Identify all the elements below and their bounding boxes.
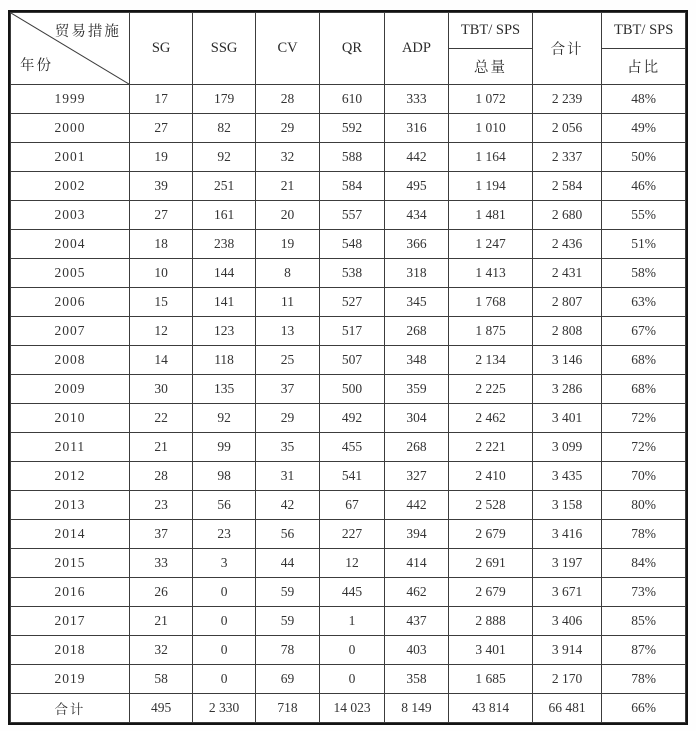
value-cell: 56 (193, 491, 255, 520)
value-cell: 2 436 (532, 230, 602, 259)
column-header-adp: ADP (384, 13, 448, 85)
column-header-tbt-sps-total: TBT/ SPS (449, 13, 533, 49)
year-cell: 2006 (11, 288, 130, 317)
year-cell: 2002 (11, 172, 130, 201)
value-cell: 0 (320, 636, 384, 665)
column-header-heji: 合计 (532, 13, 602, 85)
value-cell: 32 (255, 143, 319, 172)
year-cell: 2004 (11, 230, 130, 259)
value-cell: 80% (602, 491, 686, 520)
value-cell: 548 (320, 230, 384, 259)
value-cell: 414 (384, 549, 448, 578)
table-row (11, 375, 686, 404)
value-cell: 2 584 (532, 172, 602, 201)
value-cell: 19 (129, 143, 192, 172)
value-cell: 268 (384, 433, 448, 462)
total-value-cell: 14 023 (320, 694, 384, 723)
value-cell: 507 (320, 346, 384, 375)
table-header (11, 13, 686, 85)
value-cell: 44 (255, 549, 319, 578)
value-cell: 11 (255, 288, 319, 317)
value-cell: 12 (129, 317, 192, 346)
value-cell: 39 (129, 172, 192, 201)
value-cell: 445 (320, 578, 384, 607)
value-cell: 2 888 (449, 607, 533, 636)
subheader-total-amount: 总量 (449, 49, 533, 85)
value-cell: 72% (602, 433, 686, 462)
table-row (11, 520, 686, 549)
year-cell: 2003 (11, 201, 130, 230)
value-cell: 1 072 (449, 85, 533, 114)
total-value-cell: 43 814 (449, 694, 533, 723)
value-cell: 238 (193, 230, 255, 259)
value-cell: 442 (384, 491, 448, 520)
year-cell: 2018 (11, 636, 130, 665)
table-row (11, 143, 686, 172)
value-cell: 3 416 (532, 520, 602, 549)
value-cell: 584 (320, 172, 384, 201)
value-cell: 2 691 (449, 549, 533, 578)
value-cell: 67 (320, 491, 384, 520)
table-row (11, 636, 686, 665)
value-cell: 3 914 (532, 636, 602, 665)
year-cell: 2008 (11, 346, 130, 375)
year-cell: 2007 (11, 317, 130, 346)
value-cell: 2 221 (449, 433, 533, 462)
value-cell: 58 (129, 665, 192, 694)
value-cell: 304 (384, 404, 448, 433)
value-cell: 73% (602, 578, 686, 607)
value-cell: 517 (320, 317, 384, 346)
corner-label-year: 年份 (20, 58, 53, 74)
total-value-cell: 8 149 (384, 694, 448, 723)
value-cell: 27 (129, 201, 192, 230)
year-cell: 2017 (11, 607, 130, 636)
value-cell: 141 (193, 288, 255, 317)
table-row (11, 433, 686, 462)
value-cell: 557 (320, 201, 384, 230)
value-cell: 13 (255, 317, 319, 346)
value-cell: 610 (320, 85, 384, 114)
value-cell: 10 (129, 259, 192, 288)
value-cell: 19 (255, 230, 319, 259)
value-cell: 500 (320, 375, 384, 404)
value-cell: 18 (129, 230, 192, 259)
value-cell: 78% (602, 665, 686, 694)
value-cell: 50% (602, 143, 686, 172)
column-header-sg: SG (129, 13, 192, 85)
value-cell: 161 (193, 201, 255, 230)
value-cell: 68% (602, 375, 686, 404)
value-cell: 327 (384, 462, 448, 491)
value-cell: 1 194 (449, 172, 533, 201)
value-cell: 25 (255, 346, 319, 375)
value-cell: 3 099 (532, 433, 602, 462)
value-cell: 21 (129, 433, 192, 462)
value-cell: 1 164 (449, 143, 533, 172)
value-cell: 2 808 (532, 317, 602, 346)
value-cell: 3 401 (449, 636, 533, 665)
value-cell: 3 435 (532, 462, 602, 491)
trade-measures-table-container (8, 10, 688, 725)
value-cell: 333 (384, 85, 448, 114)
year-cell: 2010 (11, 404, 130, 433)
year-cell: 2005 (11, 259, 130, 288)
value-cell: 3 286 (532, 375, 602, 404)
value-cell: 348 (384, 346, 448, 375)
value-cell: 2 462 (449, 404, 533, 433)
year-cell: 2009 (11, 375, 130, 404)
value-cell: 2 528 (449, 491, 533, 520)
value-cell: 2 134 (449, 346, 533, 375)
value-cell: 3 158 (532, 491, 602, 520)
total-row (11, 694, 686, 723)
year-cell: 1999 (11, 85, 130, 114)
value-cell: 0 (193, 607, 255, 636)
table-row (11, 491, 686, 520)
value-cell: 68% (602, 346, 686, 375)
value-cell: 227 (320, 520, 384, 549)
value-cell: 28 (129, 462, 192, 491)
value-cell: 527 (320, 288, 384, 317)
table-row (11, 172, 686, 201)
value-cell: 1 481 (449, 201, 533, 230)
value-cell: 118 (193, 346, 255, 375)
value-cell: 14 (129, 346, 192, 375)
column-header-ssg: SSG (193, 13, 255, 85)
table-row (11, 201, 686, 230)
value-cell: 23 (129, 491, 192, 520)
value-cell: 12 (320, 549, 384, 578)
total-value-cell: 66 481 (532, 694, 602, 723)
value-cell: 3 406 (532, 607, 602, 636)
value-cell: 59 (255, 578, 319, 607)
value-cell: 251 (193, 172, 255, 201)
value-cell: 48% (602, 85, 686, 114)
table-row (11, 230, 686, 259)
column-header-tbt-sps-share: TBT/ SPS (602, 13, 686, 49)
table-body (11, 85, 686, 723)
value-cell: 588 (320, 143, 384, 172)
value-cell: 318 (384, 259, 448, 288)
value-cell: 58% (602, 259, 686, 288)
year-cell: 2012 (11, 462, 130, 491)
value-cell: 394 (384, 520, 448, 549)
value-cell: 46% (602, 172, 686, 201)
value-cell: 144 (193, 259, 255, 288)
year-cell: 2015 (11, 549, 130, 578)
value-cell: 27 (129, 114, 192, 143)
value-cell: 2 679 (449, 520, 533, 549)
value-cell: 2 239 (532, 85, 602, 114)
value-cell: 35 (255, 433, 319, 462)
table-row (11, 607, 686, 636)
value-cell: 82 (193, 114, 255, 143)
table-row (11, 462, 686, 491)
column-header-cv: CV (255, 13, 319, 85)
value-cell: 84% (602, 549, 686, 578)
value-cell: 495 (384, 172, 448, 201)
value-cell: 2 056 (532, 114, 602, 143)
value-cell: 32 (129, 636, 192, 665)
value-cell: 92 (193, 143, 255, 172)
value-cell: 358 (384, 665, 448, 694)
value-cell: 1 (320, 607, 384, 636)
total-value-cell: 718 (255, 694, 319, 723)
table-row (11, 114, 686, 143)
total-row-label: 合计 (11, 694, 130, 723)
value-cell: 31 (255, 462, 319, 491)
total-value-cell: 495 (129, 694, 192, 723)
value-cell: 23 (193, 520, 255, 549)
value-cell: 49% (602, 114, 686, 143)
value-cell: 1 010 (449, 114, 533, 143)
value-cell: 87% (602, 636, 686, 665)
value-cell: 2 225 (449, 375, 533, 404)
value-cell: 21 (129, 607, 192, 636)
value-cell: 135 (193, 375, 255, 404)
value-cell: 0 (193, 665, 255, 694)
value-cell: 67% (602, 317, 686, 346)
year-cell: 2000 (11, 114, 130, 143)
value-cell: 492 (320, 404, 384, 433)
value-cell: 37 (255, 375, 319, 404)
value-cell: 3 146 (532, 346, 602, 375)
value-cell: 20 (255, 201, 319, 230)
table-row (11, 549, 686, 578)
value-cell: 359 (384, 375, 448, 404)
value-cell: 29 (255, 114, 319, 143)
total-value-cell: 66% (602, 694, 686, 723)
value-cell: 268 (384, 317, 448, 346)
value-cell: 2 170 (532, 665, 602, 694)
value-cell: 455 (320, 433, 384, 462)
value-cell: 69 (255, 665, 319, 694)
value-cell: 316 (384, 114, 448, 143)
value-cell: 72% (602, 404, 686, 433)
value-cell: 15 (129, 288, 192, 317)
value-cell: 55% (602, 201, 686, 230)
trade-measures-table (10, 12, 686, 723)
table-row (11, 85, 686, 114)
value-cell: 437 (384, 607, 448, 636)
year-cell: 2016 (11, 578, 130, 607)
value-cell: 22 (129, 404, 192, 433)
subheader-share: 占比 (602, 49, 686, 85)
year-cell: 2019 (11, 665, 130, 694)
value-cell: 33 (129, 549, 192, 578)
value-cell: 345 (384, 288, 448, 317)
value-cell: 1 875 (449, 317, 533, 346)
value-cell: 0 (193, 578, 255, 607)
value-cell: 42 (255, 491, 319, 520)
year-cell: 2001 (11, 143, 130, 172)
table-row (11, 288, 686, 317)
value-cell: 1 768 (449, 288, 533, 317)
table-row (11, 404, 686, 433)
year-cell: 2011 (11, 433, 130, 462)
value-cell: 2 337 (532, 143, 602, 172)
total-value-cell: 2 330 (193, 694, 255, 723)
value-cell: 63% (602, 288, 686, 317)
value-cell: 70% (602, 462, 686, 491)
value-cell: 29 (255, 404, 319, 433)
corner-label-trade-measures: 贸易措施 (54, 24, 121, 40)
value-cell: 2 410 (449, 462, 533, 491)
value-cell: 8 (255, 259, 319, 288)
value-cell: 442 (384, 143, 448, 172)
value-cell: 92 (193, 404, 255, 433)
table-row (11, 259, 686, 288)
value-cell: 37 (129, 520, 192, 549)
value-cell: 462 (384, 578, 448, 607)
value-cell: 30 (129, 375, 192, 404)
corner-header-cell (11, 13, 130, 85)
value-cell: 85% (602, 607, 686, 636)
value-cell: 123 (193, 317, 255, 346)
value-cell: 28 (255, 85, 319, 114)
value-cell: 59 (255, 607, 319, 636)
value-cell: 592 (320, 114, 384, 143)
value-cell: 56 (255, 520, 319, 549)
table-row (11, 346, 686, 375)
value-cell: 1 413 (449, 259, 533, 288)
value-cell: 3 671 (532, 578, 602, 607)
value-cell: 2 807 (532, 288, 602, 317)
value-cell: 99 (193, 433, 255, 462)
value-cell: 1 247 (449, 230, 533, 259)
value-cell: 26 (129, 578, 192, 607)
value-cell: 366 (384, 230, 448, 259)
value-cell: 434 (384, 201, 448, 230)
value-cell: 3 401 (532, 404, 602, 433)
value-cell: 21 (255, 172, 319, 201)
value-cell: 3 197 (532, 549, 602, 578)
column-header-qr: QR (320, 13, 384, 85)
value-cell: 98 (193, 462, 255, 491)
value-cell: 78 (255, 636, 319, 665)
table-row (11, 665, 686, 694)
table-row (11, 317, 686, 346)
value-cell: 0 (193, 636, 255, 665)
year-cell: 2013 (11, 491, 130, 520)
year-cell: 2014 (11, 520, 130, 549)
value-cell: 0 (320, 665, 384, 694)
value-cell: 179 (193, 85, 255, 114)
value-cell: 3 (193, 549, 255, 578)
value-cell: 2 679 (449, 578, 533, 607)
value-cell: 2 431 (532, 259, 602, 288)
value-cell: 51% (602, 230, 686, 259)
table-row (11, 578, 686, 607)
value-cell: 403 (384, 636, 448, 665)
value-cell: 2 680 (532, 201, 602, 230)
value-cell: 541 (320, 462, 384, 491)
value-cell: 538 (320, 259, 384, 288)
value-cell: 17 (129, 85, 192, 114)
value-cell: 1 685 (449, 665, 533, 694)
value-cell: 78% (602, 520, 686, 549)
